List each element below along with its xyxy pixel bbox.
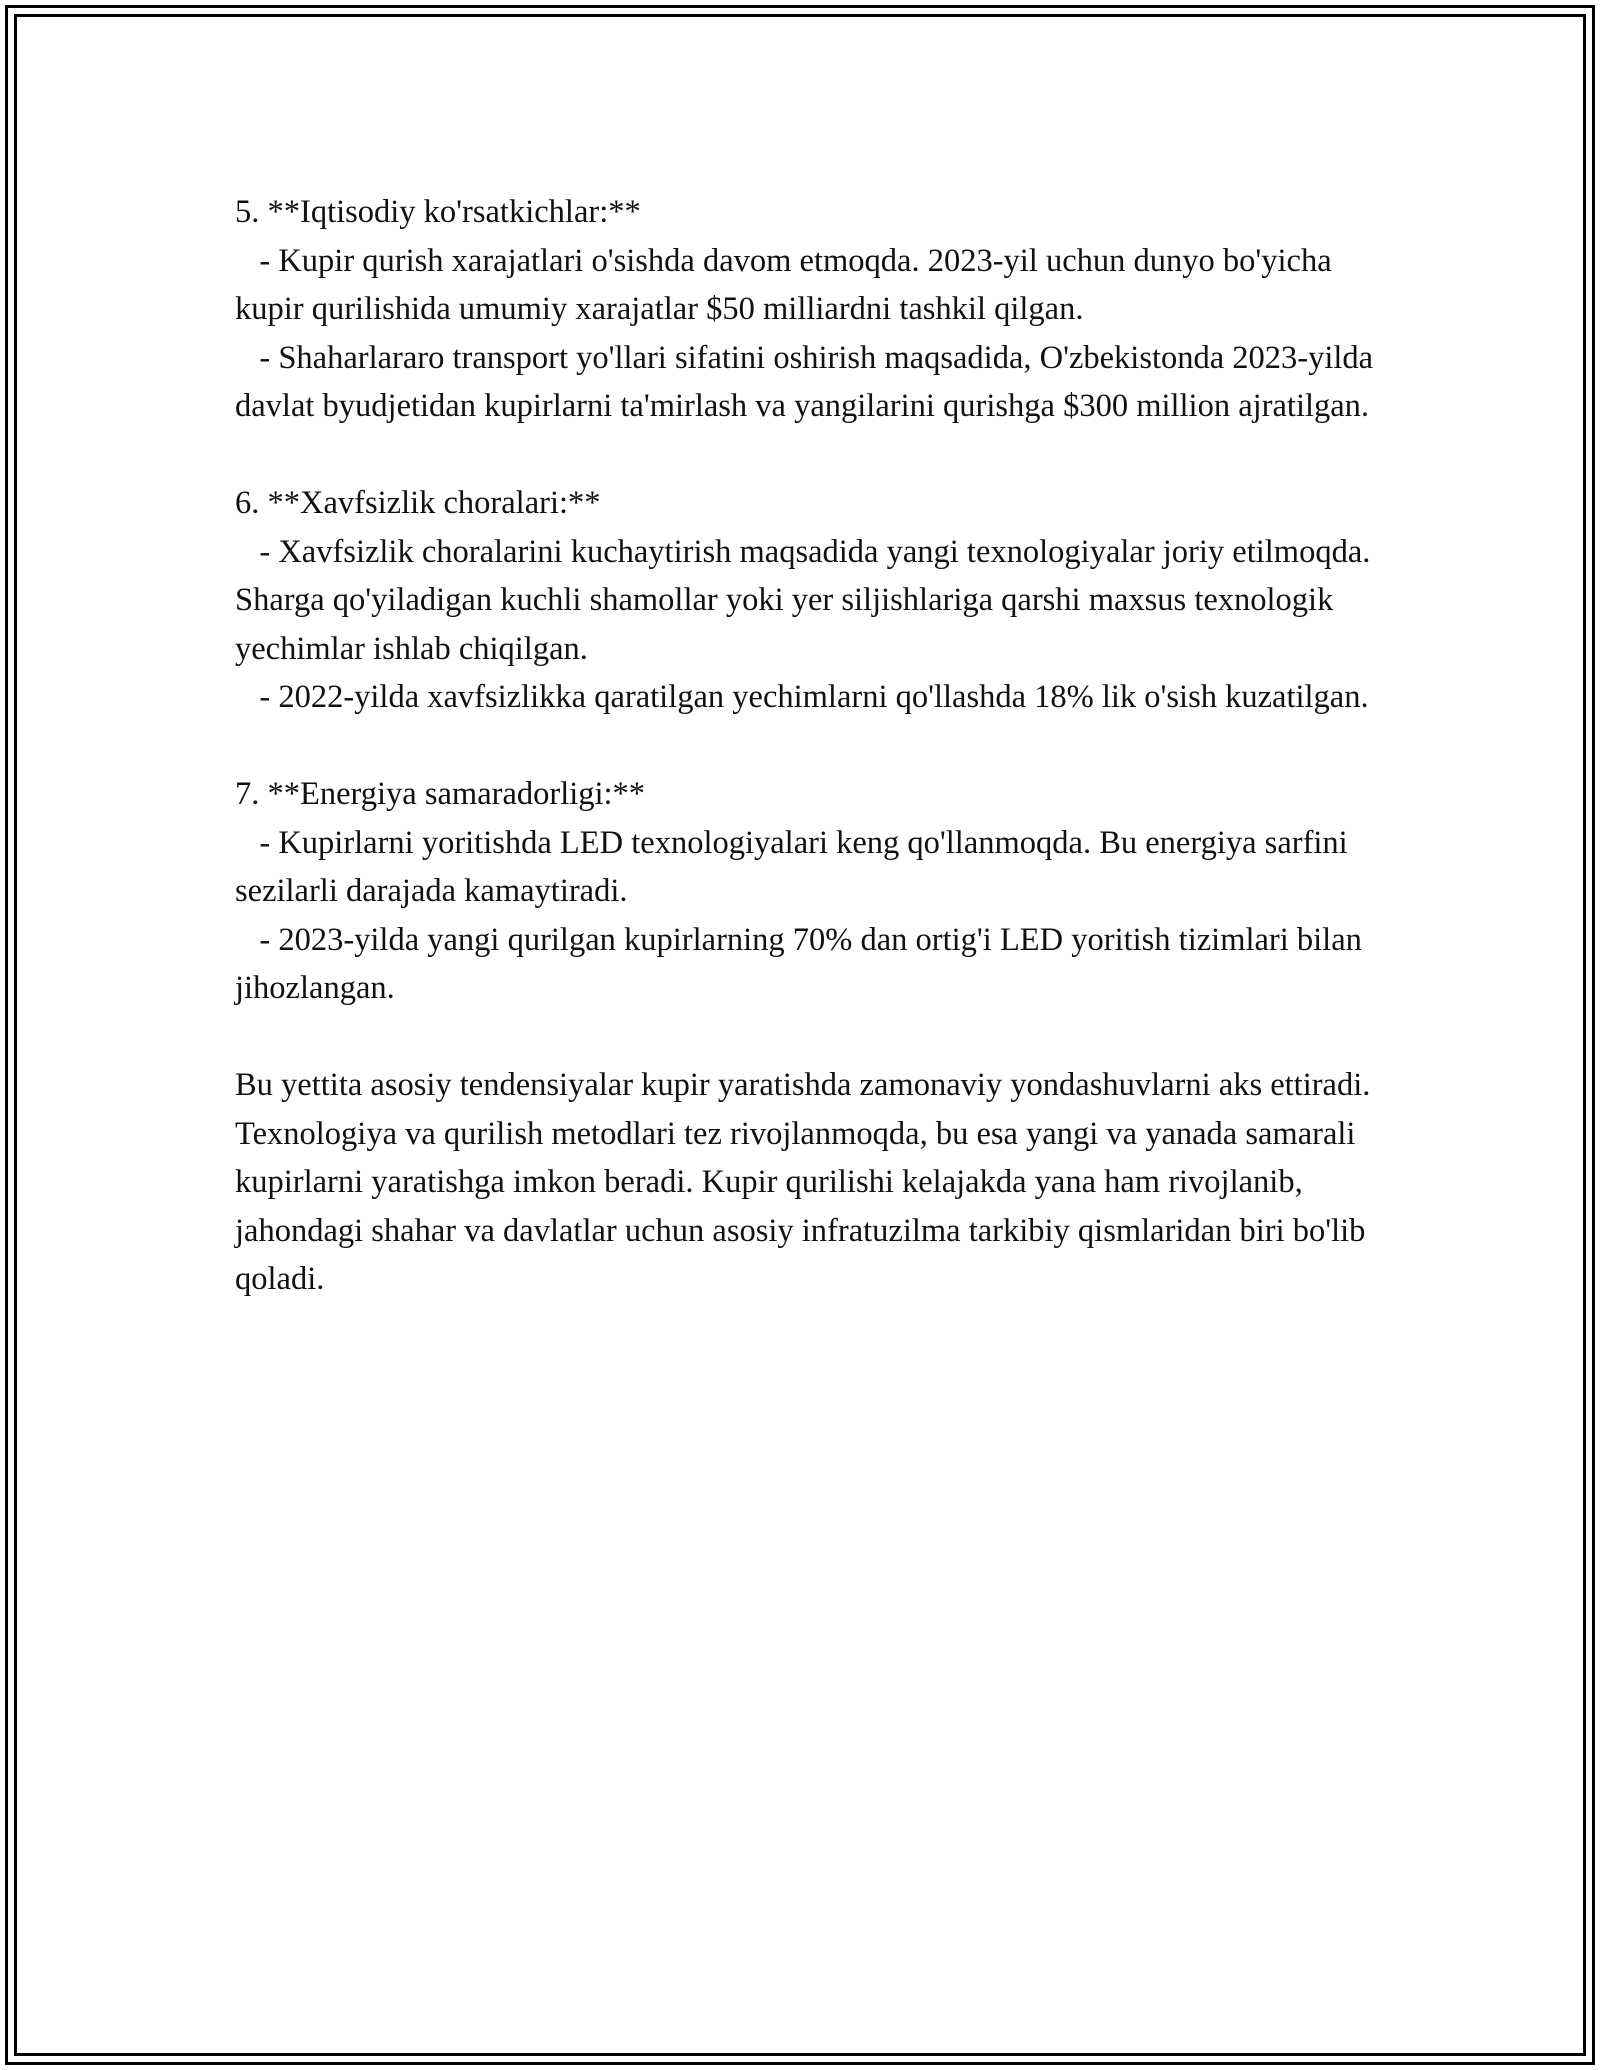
paragraph-gap xyxy=(235,722,1385,771)
bullet-item: - 2023-yilda yangi qurilgan kupirlarning 70% dan ortig'i LED yoritish tizimlari bilan jihozlangan. xyxy=(235,921,1371,1006)
section-heading: 5. **Iqtisodiy ko'rsatkichlar:** xyxy=(235,194,641,230)
bullet-item: - 2022-yilda xavfsizlikka qaratilgan yechimlarni qo'llashda 18% lik o'sish kuzatilgan. xyxy=(235,679,1369,715)
section-energy-efficiency xyxy=(235,770,1385,1013)
conclusion-paragraph: Bu yettita asosiy tendensiyalar kupir yaratishda zamonaviy yondashuvlarni aks ettiradi. Texnologiya va qurilish metodlari tez rivojlanmoqda, bu esa yangi va yanada samarali kupirlarni yaratishga imkon beradi. Kupir qurilishi kelajakda yana ham rivojlanib, jahondagi shahar va davlatlar uchun asosiy infratuzilma tarkibiy qismlaridan biri bo'lib qoladi. xyxy=(235,1067,1378,1297)
bullet-item: - Xavfsizlik choralarini kuchaytirish maqsadida yangi texnologiyalar joriy etilmoqda. Sharga qo'yiladigan kuchli shamollar yoki yer siljishlariga qarshi maxsus texnologik yechimlar ishlab chiqilgan. xyxy=(235,533,1379,667)
bullet-item: - Kupirlarni yoritishda LED texnologiyalari keng qo'llanmoqda. Bu energiya sarfini sezilarli darajada kamaytiradi. xyxy=(235,824,1356,909)
paragraph-gap xyxy=(235,1013,1385,1062)
section-heading: 6. **Xavfsizlik choralari:** xyxy=(235,485,601,521)
bullet-item: - Shaharlararo transport yo'llari sifatini oshirish maqsadida, O'zbekistonda 2023-yilda davlat byudjetidan kupirlarni ta'mirlash va yangilarini qurishga $300 million ajratilgan. xyxy=(235,339,1382,424)
section-economic-indicators xyxy=(235,188,1385,431)
paragraph-gap xyxy=(235,431,1385,480)
section-safety-measures xyxy=(235,479,1385,722)
section-heading: 7. **Energiya samaradorligi:** xyxy=(235,776,646,812)
bullet-item: - Kupir qurish xarajatlari o'sishda davom etmoqda. 2023-yil uchun dunyo bo'yicha kupir qurilishida umumiy xarajatlar $50 milliardni tashkil qilgan. xyxy=(235,242,1340,327)
document-body xyxy=(235,188,1385,1304)
